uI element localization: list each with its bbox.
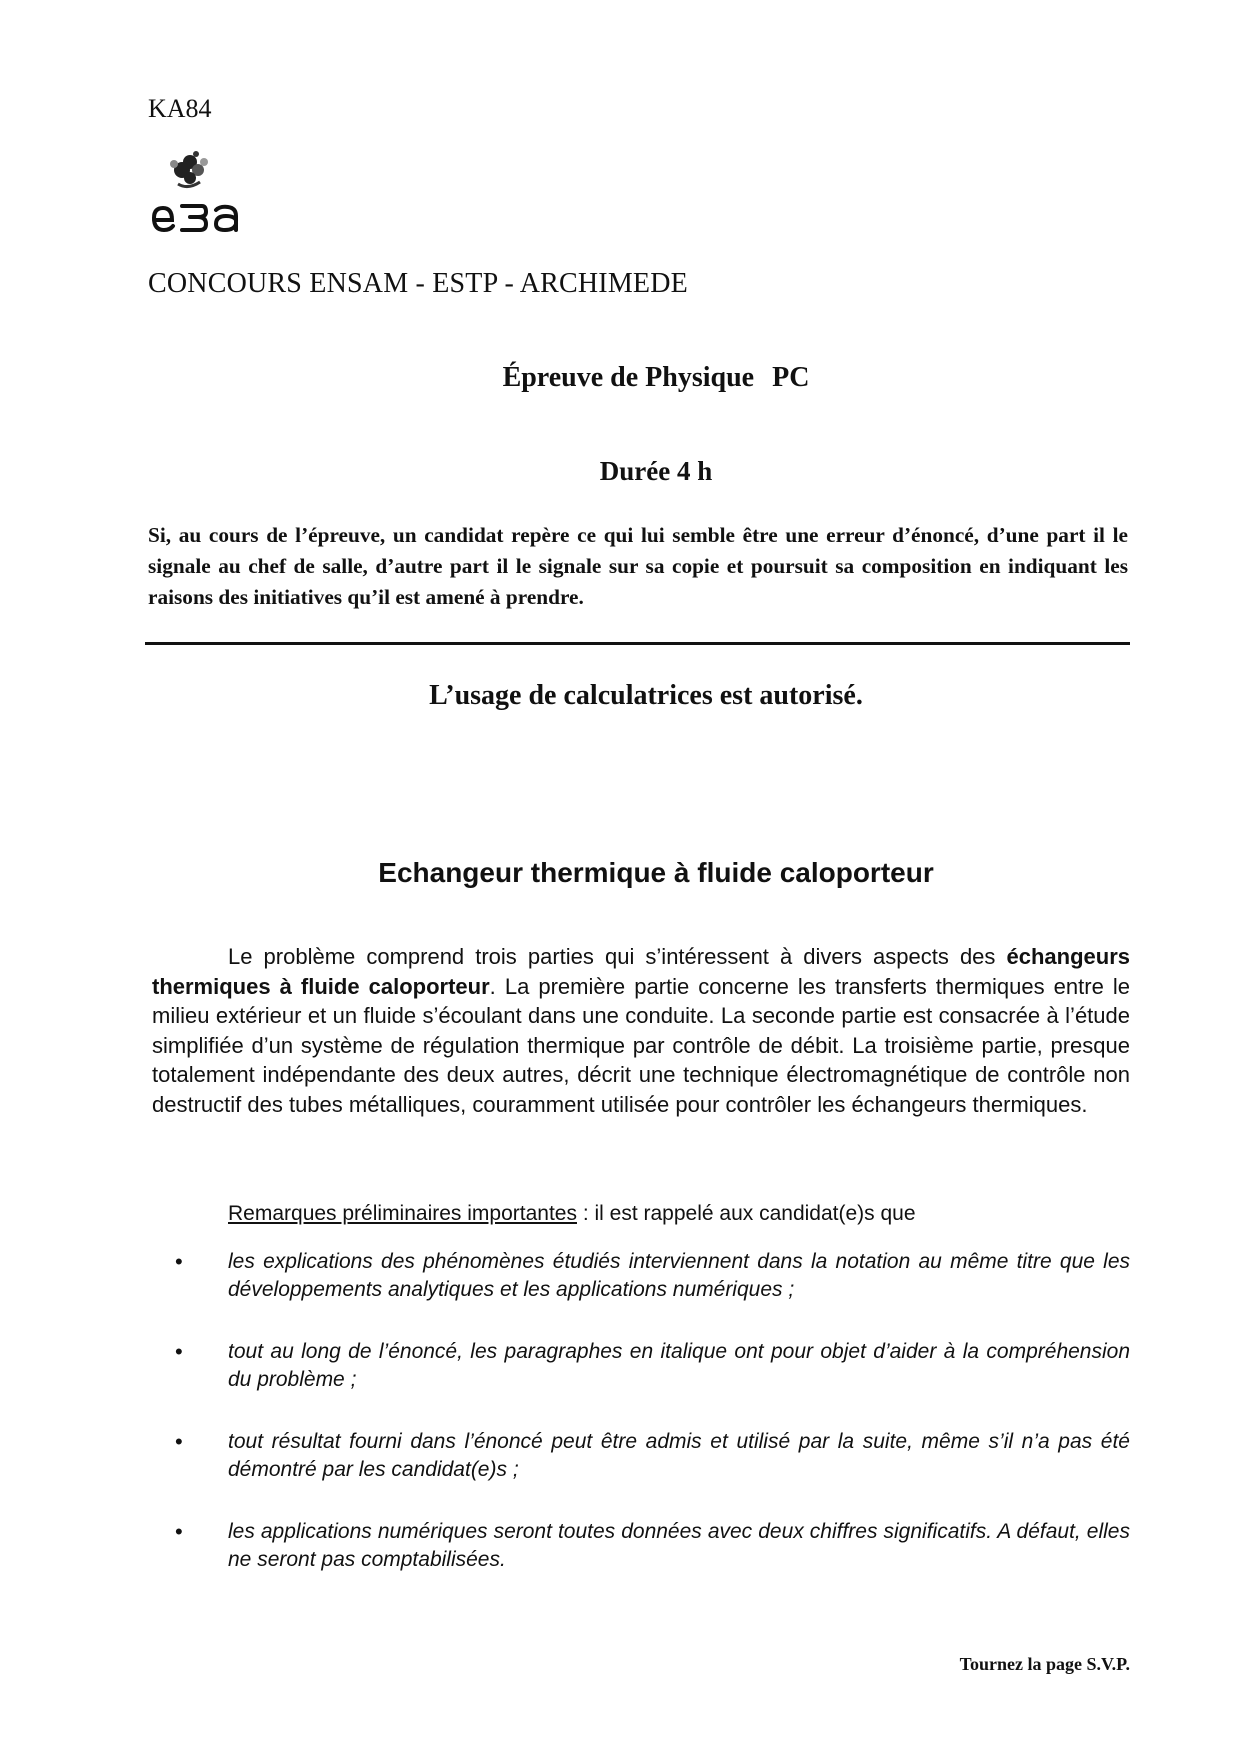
emblem-icon [170,151,208,187]
list-item-text: tout résultat fourni dans l’énoncé peut être admis et utilisé par la suite, même s’il n’a pas été démontré par les candidat(e)s ; [228,1430,1130,1481]
list-item [175,1518,1130,1573]
exam-subject [0,362,1252,394]
calculator-policy: L’usage de calculatrices est autorisé. [429,680,863,711]
bullet-icon: • [175,1339,183,1364]
bullet-icon: • [175,1519,183,1544]
list-item [175,1338,1130,1393]
remarks-heading-label: Remarques préliminaires importantes [228,1202,577,1225]
separator-rule [145,642,1130,645]
list-item-text: les explications des phénomènes étudiés interviennent dans la notation au même titre que les développements analytiques et les applications numériques ; [228,1250,1130,1301]
competition-title: CONCOURS ENSAM - ESTP - ARCHIMEDE [148,268,688,299]
intro-paragraph [152,942,1130,1119]
exam-code: KA84 [148,94,212,123]
e3a-logo-graphic [148,140,268,240]
remarks-heading [228,1202,916,1226]
intro-text-start: Le problème comprend trois parties qui s’intéressent à divers aspects des [228,944,1007,969]
intro-text-end: . La première partie concerne les transferts thermiques entre le milieu extérieur et un fluide s’écoulant dans une conduite. La seconde partie est consacrée à l’étude simplifiée d’un système de régulation thermique par contrôle de débit. La troisième partie, presque totalement indépendante des deux autres, décrit une technique électromagnétique de contrôle non destructif des tubes métalliques, couramment utilisée pour contrôler les échangeurs thermiques. [152,973,1130,1117]
list-item [175,1248,1130,1303]
list-item [175,1428,1130,1483]
error-notice: Si, au cours de l’épreuve, un candidat repère ce qui lui semble être une erreur d’énoncé, d’une part il le signale au chef de salle, d’autre part il le signale sur sa copie et poursuit sa composition en indiquant les raisons des initiatives qu’il est amené à prendre. [148,523,1128,609]
exam-track: PC [772,362,810,393]
exam-duration: Durée 4 h [599,456,713,486]
e3a-lettering [154,206,236,230]
intro-text-bold: échangeurs thermiques à fluide caloporteur [152,944,1130,999]
bullet-icon: • [175,1429,183,1454]
turn-page-footer: Tournez la page S.V.P. [959,1654,1130,1674]
list-item-text: les applications numériques seront toutes données avec deux chiffres significatifs. A défaut, elles ne seront pas comptabilisées. [228,1520,1130,1571]
problem-title: Echangeur thermique à fluide caloporteur [378,857,934,888]
exam-subject-label: Épreuve de Physique [502,362,755,393]
remarks-list [175,1248,1130,1608]
list-item-text: tout au long de l’énoncé, les paragraphes en italique ont pour objet d’aider à la compréhension du problème ; [228,1340,1130,1391]
remarks-heading-suffix: : il est rappelé aux candidat(e)s que [576,1202,916,1225]
e3a-logo [148,140,268,240]
bullet-icon: • [175,1249,183,1274]
